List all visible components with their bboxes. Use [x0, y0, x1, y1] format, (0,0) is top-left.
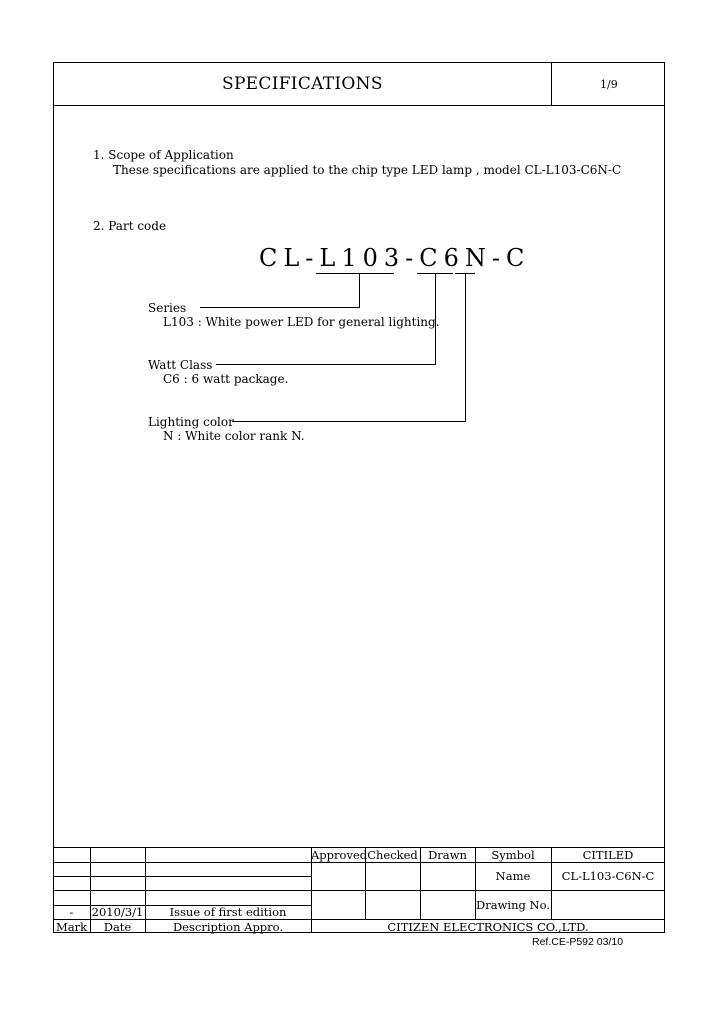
watt-desc: C6 : 6 watt package. [163, 372, 289, 386]
revision-date: 2010/3/1 [91, 905, 144, 919]
part-code-series: L103 [319, 244, 406, 272]
header-divider [53, 105, 665, 106]
color-desc: N : White color rank N. [163, 429, 305, 443]
drawn-label: Drawn [428, 848, 467, 862]
color-leader-horizontal [232, 421, 466, 422]
footer-mark-label: Mark [55, 920, 88, 934]
checked-label: Checked [367, 848, 418, 862]
revision-mark: - [69, 905, 74, 919]
part-code-suffix: -C [491, 244, 531, 272]
footer-date-label: Date [103, 920, 132, 934]
watt-label: Watt Class [148, 358, 213, 372]
section2-heading: 2. Part code [93, 219, 167, 233]
page-title: SPECIFICATIONS [222, 74, 383, 94]
reference-code: Ref.CE-P592 03/10 [532, 936, 624, 948]
symbol-label: Symbol [491, 848, 535, 862]
footer-desc-label: Description Appro. [172, 920, 284, 934]
series-desc: L103 : White power LED for general lighting. [163, 315, 440, 329]
name-value: CL-L103-C6N-C [561, 869, 655, 883]
section1-text: These specifications are applied to the chip type LED lamp , model CL-L103-C6N-C [113, 163, 622, 177]
color-label: Lighting color [148, 415, 234, 429]
company-name: CITIZEN ELECTRONICS CO.,LTD. [387, 920, 589, 934]
drawing-no-label: Drawing No. [476, 898, 550, 912]
part-code-dash: - [405, 244, 420, 272]
series-leader-vertical [359, 274, 360, 307]
part-code-color: N [464, 244, 492, 272]
section1-heading: 1. Scope of Application [93, 148, 234, 162]
color-leader-vertical [465, 274, 466, 421]
watt-leader-horizontal [216, 364, 436, 365]
approved-label: Approved [311, 848, 368, 862]
page-number: 1/9 [600, 78, 618, 91]
part-code [259, 244, 530, 272]
part-code-prefix: CL- [259, 244, 320, 272]
series-leader-horizontal [200, 307, 360, 308]
series-label: Series [148, 301, 187, 315]
revision-desc: Issue of first edition [169, 905, 287, 919]
symbol-value: CITILED [582, 848, 634, 862]
header-separator [551, 62, 552, 105]
name-label: Name [495, 869, 531, 883]
part-code-watt: C6 [419, 244, 465, 272]
page-frame [53, 62, 665, 933]
series-underline [316, 273, 394, 274]
